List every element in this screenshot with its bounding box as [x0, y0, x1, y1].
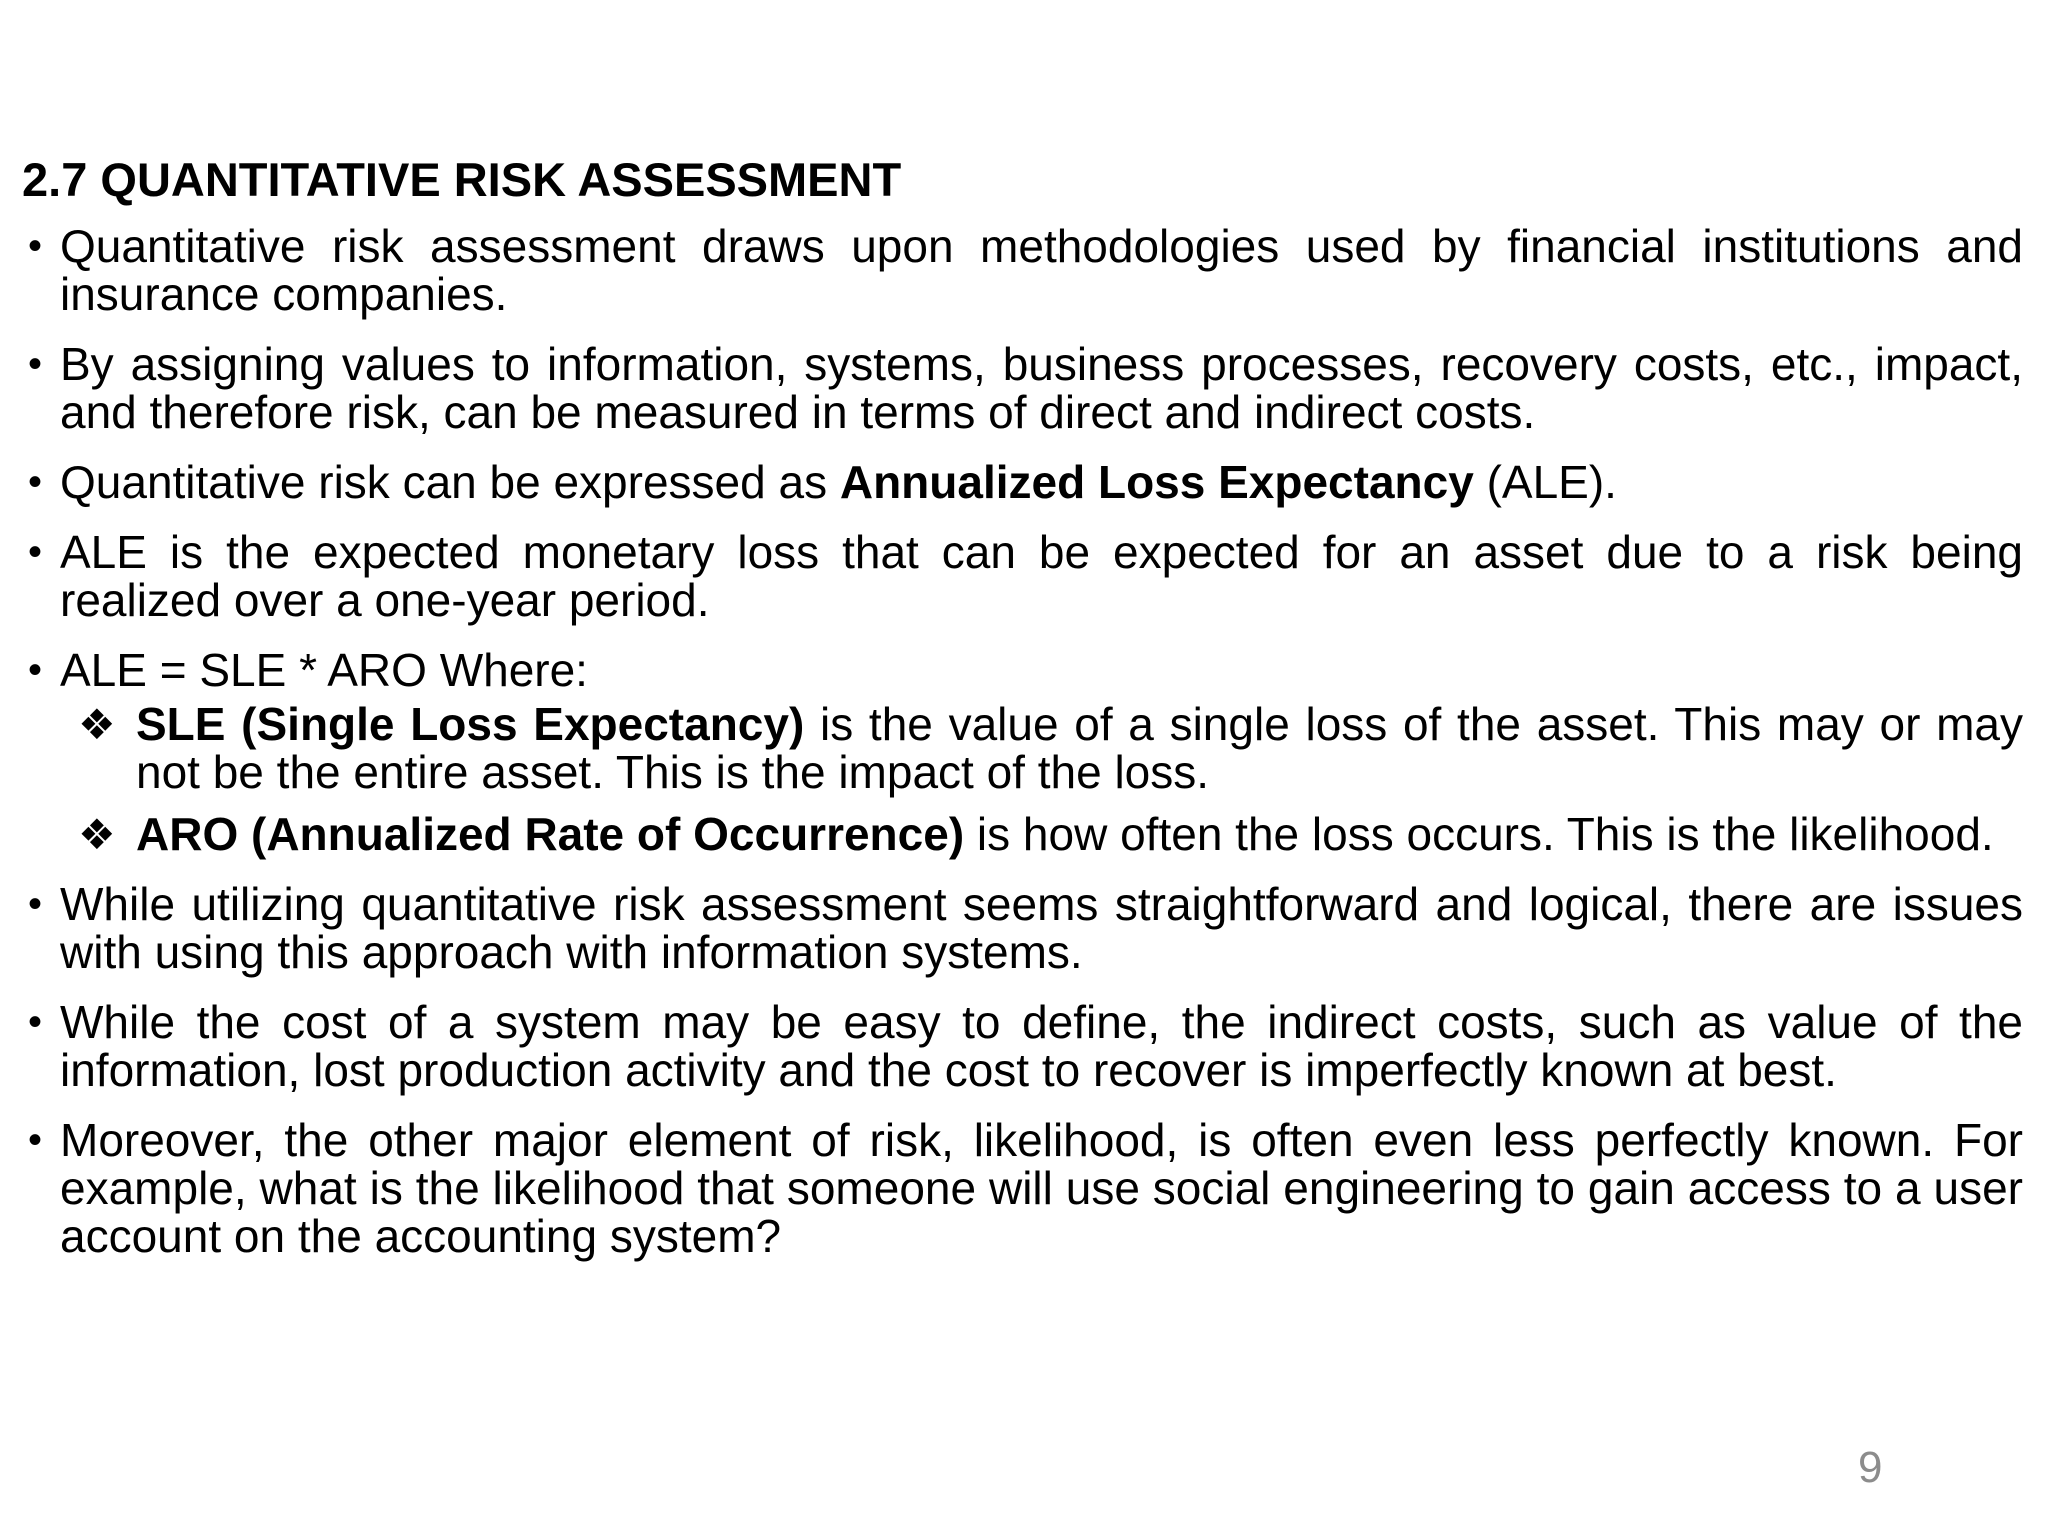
sub-bullet-item: [28, 700, 2023, 796]
sub-bullet-bold-term: ARO (Annualized Rate of Occurrence): [136, 808, 965, 860]
bullet-icon: •: [28, 460, 43, 504]
sub-bullet-text: is the value of a single loss of the asset. This may or may not be the entire asset. This is the impact of the loss.: [136, 698, 2023, 798]
sub-bullet-list: [28, 700, 2023, 858]
bullet-icon: •: [28, 342, 43, 386]
bullet-item: [28, 340, 2023, 436]
sub-bullet-text: is how often the loss occurs. This is the likelihood.: [964, 808, 1994, 860]
bullet-text: ALE = SLE * ARO Where:: [60, 644, 588, 696]
bullet-item: [28, 880, 2023, 976]
bullet-icon: •: [28, 530, 43, 574]
sub-bullet-bold-term: SLE (Single Loss Expectancy): [136, 698, 805, 750]
bullet-icon: •: [28, 224, 43, 268]
bullet-text: (ALE).: [1473, 456, 1617, 508]
slide-content: [28, 222, 2023, 1282]
bullet-icon: •: [28, 1000, 43, 1044]
sub-bullet-item: [28, 810, 2023, 858]
diamond-bullet-icon: ❖: [78, 701, 116, 748]
bullet-icon: •: [28, 648, 43, 692]
bullet-text: Moreover, the other major element of risk, likelihood, is often even less perfectly known. For example, what is the likelihood that someone will use social engineering to gain access to a user account on the accounting system?: [60, 1114, 2023, 1262]
bullet-item: [28, 458, 2023, 506]
bullet-icon: •: [28, 1118, 43, 1162]
bullet-item: [28, 646, 2023, 694]
bullet-item: [28, 1116, 2023, 1260]
bullet-bold-term: Annualized Loss Expectancy: [839, 456, 1474, 508]
bullet-text: Quantitative risk assessment draws upon methodologies used by financial institutions and insurance companies.: [60, 220, 2023, 320]
diamond-bullet-icon: ❖: [78, 811, 116, 858]
bullet-text: ALE is the expected monetary loss that can be expected for an asset due to a risk being realized over a one-year period.: [60, 526, 2023, 626]
bullet-text: By assigning values to information, systems, business processes, recovery costs, etc., impact, and therefore risk, can be measured in terms of direct and indirect costs.: [60, 338, 2023, 438]
bullet-icon: •: [28, 882, 43, 926]
bullet-text: While utilizing quantitative risk assessment seems straightforward and logical, there are issues with using this approach with information systems.: [60, 878, 2023, 978]
bullet-text: While the cost of a system may be easy to define, the indirect costs, such as value of the information, lost production activity and the cost to recover is imperfectly known at best.: [60, 996, 2023, 1096]
bullet-item: [28, 222, 2023, 318]
bullet-item: [28, 528, 2023, 624]
bullet-text: Quantitative risk can be expressed as: [60, 456, 840, 508]
slide-title: 2.7 QUANTITATIVE RISK ASSESSMENT: [22, 153, 902, 206]
page-number: 9: [1858, 1443, 1883, 1492]
bullet-item: [28, 998, 2023, 1094]
